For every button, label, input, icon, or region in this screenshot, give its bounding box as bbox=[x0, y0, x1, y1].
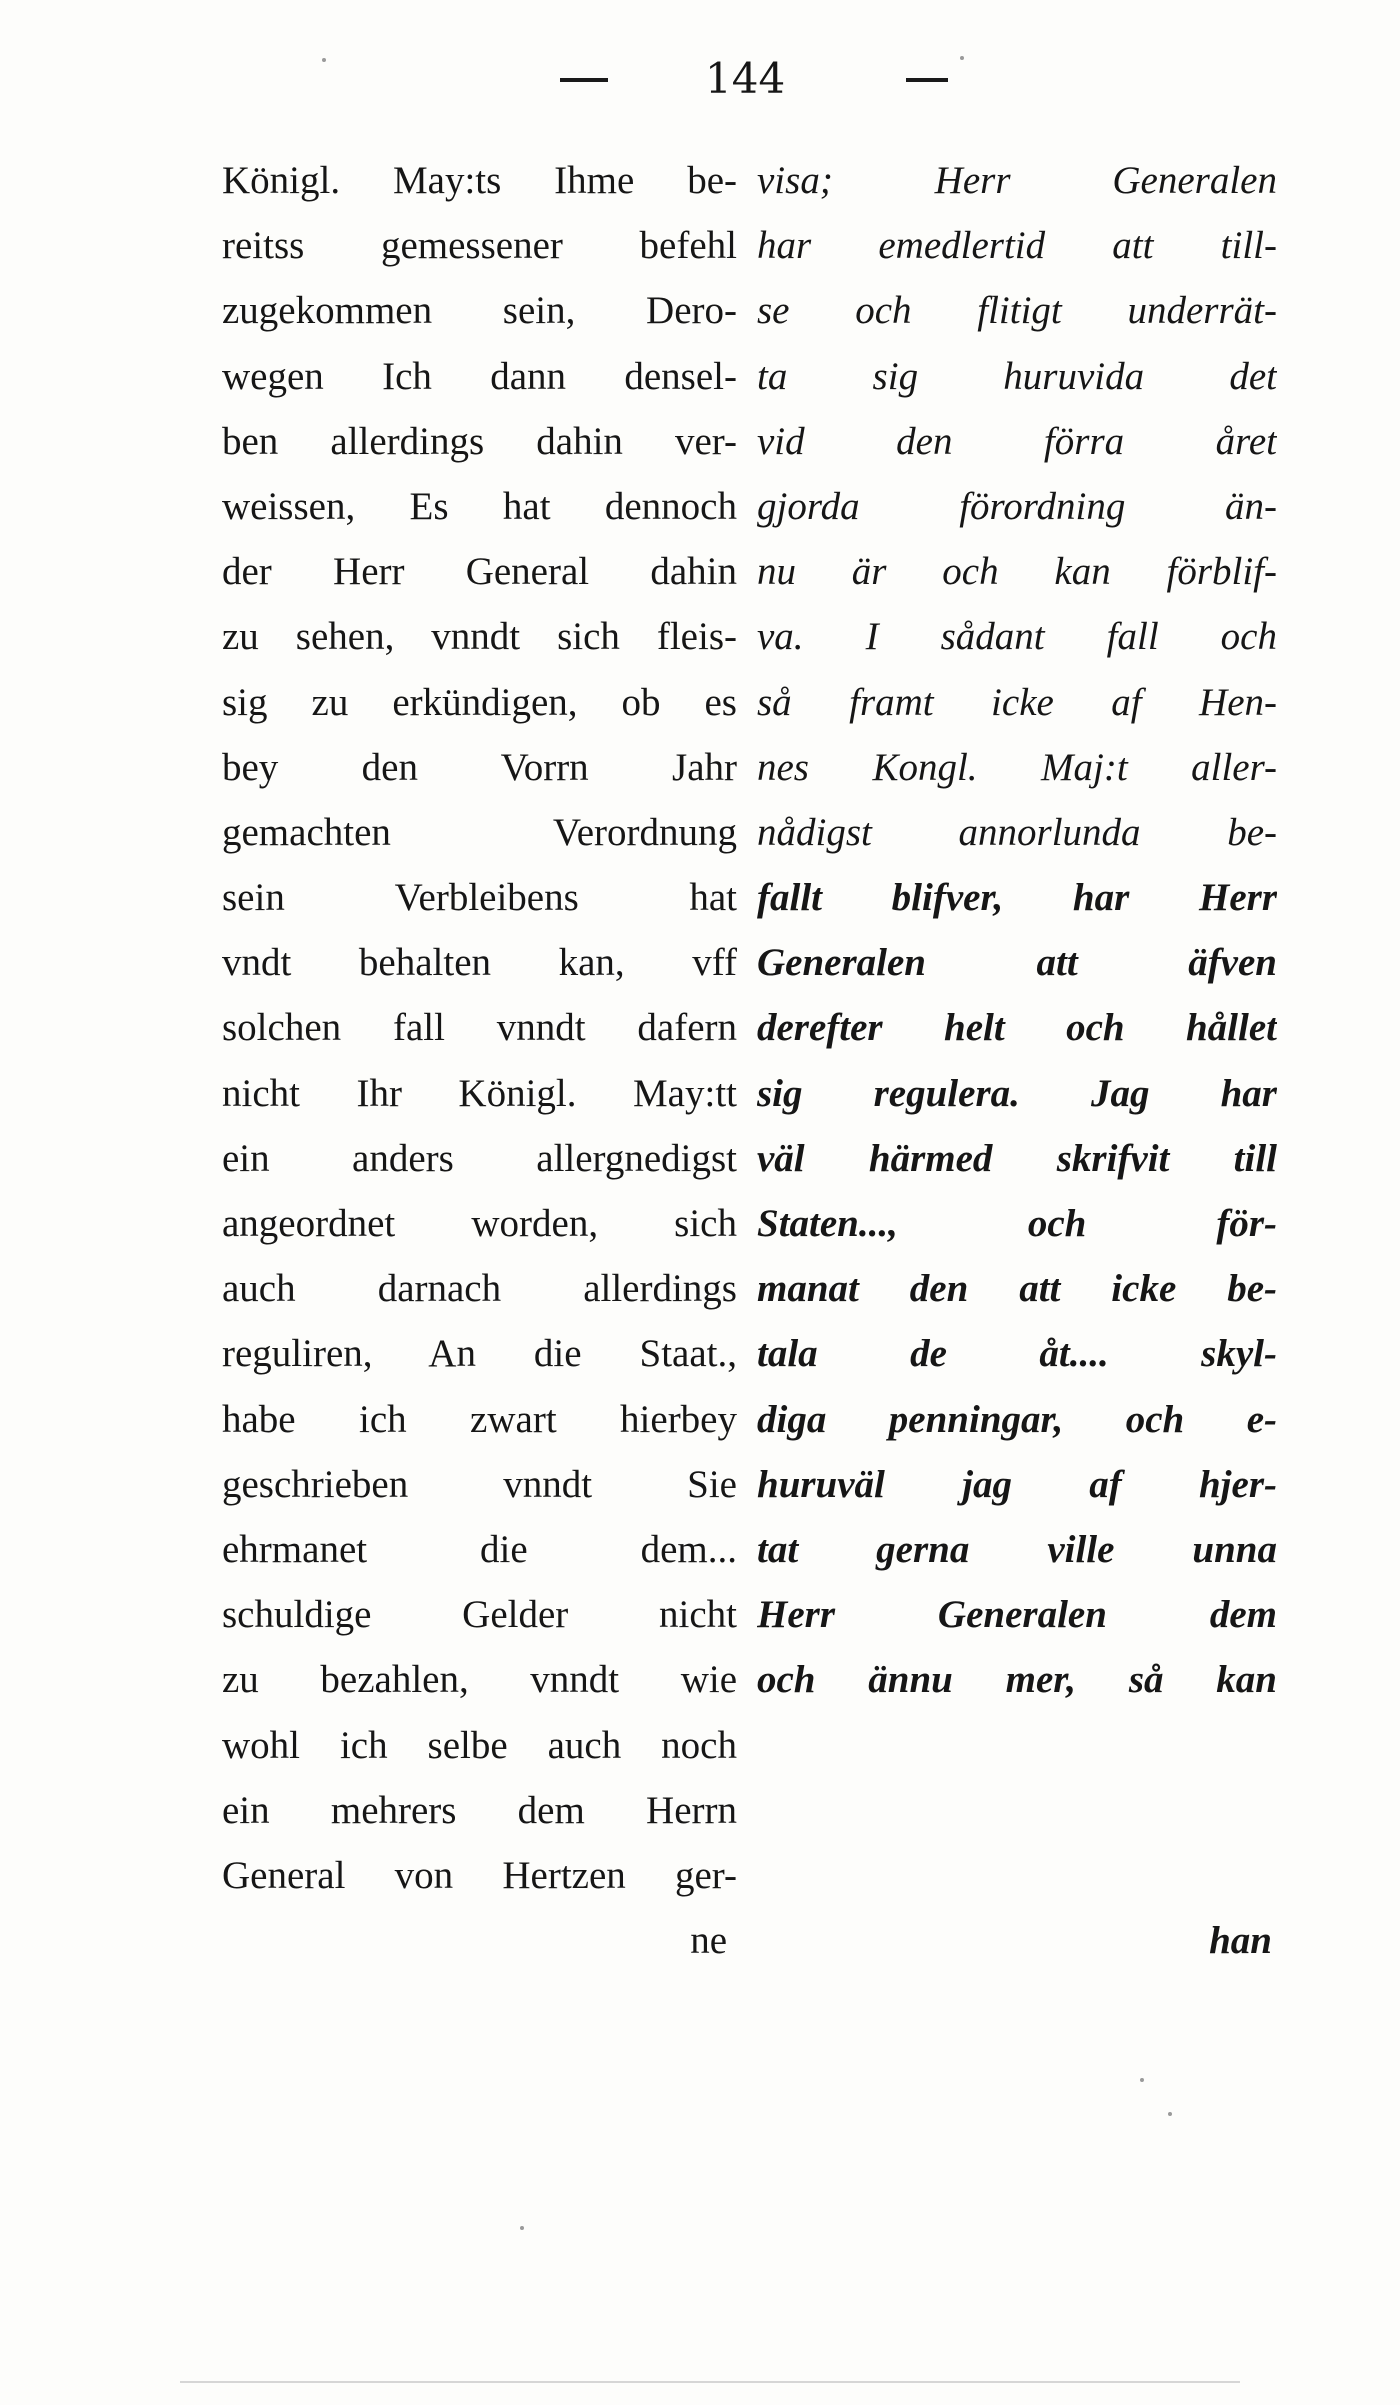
swedish-line: se och flitigt underrät- bbox=[757, 289, 1277, 333]
german-line: bey den Vorrn Jahr bbox=[222, 745, 737, 789]
german-line: wegen Ich dann densel- bbox=[222, 354, 737, 398]
header-dash-right bbox=[906, 78, 948, 82]
paper-speck bbox=[322, 58, 326, 62]
german-line: reitss gemessener befehl bbox=[222, 224, 737, 268]
swedish-line: nu är och kan förblif- bbox=[757, 550, 1277, 594]
swedish-line: vid den förra året bbox=[757, 419, 1277, 463]
swedish-line: nådigst annorlunda be- bbox=[757, 810, 1277, 854]
swedish-line: Herr Generalen dem bbox=[757, 1593, 1277, 1637]
header-dash-left bbox=[560, 78, 608, 82]
swedish-line: tat gerna ville unna bbox=[757, 1527, 1277, 1571]
german-line: weissen, Es hat dennoch bbox=[222, 484, 737, 528]
german-line: angeordnet worden, sich bbox=[222, 1202, 737, 1245]
swedish-line: manat den att icke be- bbox=[757, 1267, 1277, 1311]
german-line: reguliren, An die Staat., bbox=[222, 1332, 737, 1376]
swedish-line: Generalen att äfven bbox=[757, 941, 1277, 985]
german-line: gemachten Verordnung bbox=[222, 810, 737, 854]
swedish-line: derefter helt och hållet bbox=[757, 1006, 1277, 1050]
german-line: ein mehrers dem Herrn bbox=[222, 1788, 737, 1832]
swedish-line: huruväl jag af hjer- bbox=[757, 1462, 1277, 1506]
swedish-line: va. I sådant fall och bbox=[757, 615, 1277, 659]
german-line: auch darnach allerdings bbox=[222, 1267, 737, 1311]
german-line: sein Verbleibens hat bbox=[222, 876, 737, 920]
german-line: der Herr General dahin bbox=[222, 550, 737, 594]
german-line: wohl ich selbe auch noch bbox=[222, 1723, 737, 1767]
german-line: solchen fall vnndt dafern bbox=[222, 1006, 737, 1050]
swedish-line: har emedlertid att till- bbox=[757, 224, 1277, 268]
german-line: ben allerdings dahin ver- bbox=[222, 419, 737, 463]
german-line: schuldige Gelder nicht bbox=[222, 1593, 737, 1637]
german-text-column bbox=[222, 148, 737, 1973]
swedish-line: ta sig huruvida det bbox=[757, 354, 1277, 398]
swedish-line: visa; Herr Generalen bbox=[757, 159, 1277, 202]
swedish-line: tala de åt.... skyl- bbox=[757, 1332, 1277, 1376]
german-line: habe ich zwart hierbey bbox=[222, 1397, 737, 1441]
german-line: vndt behalten kan, vff bbox=[222, 941, 737, 985]
german-line: ein anders allergnedigst bbox=[222, 1136, 737, 1180]
german-line: zugekommen sein, Dero- bbox=[222, 289, 737, 333]
swedish-catchword: han bbox=[1209, 1919, 1272, 1963]
swedish-line: diga penningar, och e- bbox=[757, 1397, 1277, 1441]
swedish-line: sig regulera. Jag har bbox=[757, 1071, 1277, 1115]
german-line: sig zu erkündigen, ob es bbox=[222, 680, 737, 724]
page-bottom-edge bbox=[180, 2381, 1240, 2383]
swedish-line: så framt icke af Hen- bbox=[757, 680, 1277, 724]
german-line: zu bezahlen, vnndt wie bbox=[222, 1658, 737, 1702]
page-header bbox=[0, 44, 1400, 114]
paper-speck bbox=[520, 2226, 524, 2230]
german-line: General von Hertzen ger- bbox=[222, 1853, 737, 1897]
german-line: nicht Ihr Königl. May:tt bbox=[222, 1071, 737, 1115]
swedish-line: och ännu mer, så kan bbox=[757, 1658, 1277, 1702]
german-line: ehrmanet die dem... bbox=[222, 1527, 737, 1571]
paper-speck bbox=[960, 56, 964, 60]
swedish-line: fallt blifver, har Herr bbox=[757, 876, 1277, 920]
german-line: Königl. May:ts Ihme be- bbox=[222, 159, 737, 202]
german-line: geschrieben vnndt Sie bbox=[222, 1462, 737, 1506]
german-catchword: ne bbox=[690, 1919, 727, 1963]
paper-speck bbox=[1168, 2112, 1172, 2116]
swedish-text-column bbox=[757, 148, 1277, 1973]
swedish-line: nes Kongl. Maj:t aller- bbox=[757, 745, 1277, 789]
paper-speck bbox=[1140, 2078, 1144, 2082]
page-number: 144 bbox=[705, 54, 786, 103]
german-line: zu sehen, vnndt sich fleis- bbox=[222, 615, 737, 659]
swedish-line: Staten..., och för- bbox=[757, 1202, 1277, 1245]
swedish-line: gjorda förordning än- bbox=[757, 484, 1277, 528]
swedish-line: väl härmed skrifvit till bbox=[757, 1136, 1277, 1180]
